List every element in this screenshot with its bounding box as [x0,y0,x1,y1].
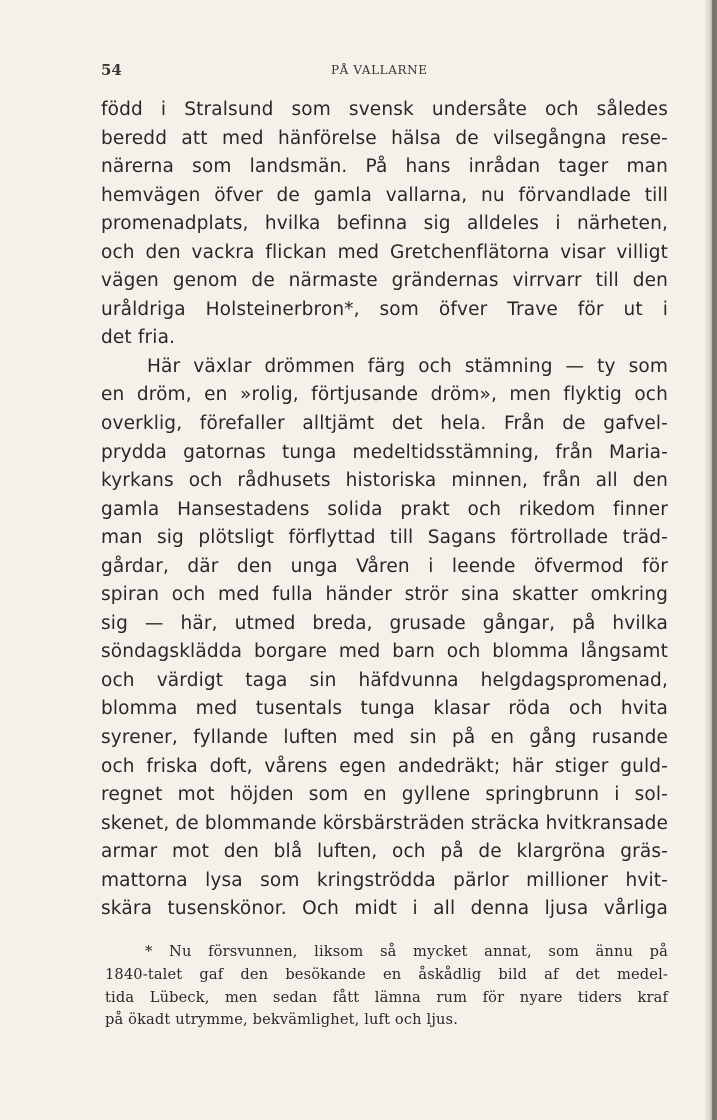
text-line: blomma med tusentals tunga klasar röda och hvita [101,698,668,720]
text-line: armar mot den blå luften, och på de klargröna gräs- [101,841,668,863]
text-line: syrener, fyllande luften med sin på en gång rusande [101,727,668,749]
text-line: spiran och med fulla händer strör sina skatter omkring [101,584,668,606]
text-line: närerna som landsmän. På hans inrådan tager man [101,156,668,178]
text-line: skenet, de blommande körsbärsträden sträcka hvitkransade [101,812,668,834]
page-number: 54 [101,61,122,79]
text-line: prydda gatornas tunga medeltidsstämning, från Maria- [101,441,668,463]
footnote-line: * Nu försvunnen, liksom så mycket annat, som ännu på [145,943,668,960]
text-line: gårdar, där den unga Våren i leende öfvermod för [101,555,668,577]
text-line: en dröm, en »rolig, förtjusande dröm», men flyktig och [101,384,668,406]
text-line: man sig plötsligt förflyttad till Sagans förtrollade träd- [101,527,668,549]
text-line: söndagsklädda borgare med barn och blomma långsamt [101,641,668,663]
footnote-line: tida Lübeck, men sedan fått lämna rum för nyare tiders kraf [105,988,668,1006]
text-line: vägen genom de närmaste grändernas virrvarr till den [101,270,668,292]
text-line: gamla Hansestadens solida prakt och rikedom finner [101,498,668,520]
text-line: regnet mot höjden som en gyllene springbrunn i sol- [101,784,668,806]
page-header [101,61,668,81]
text-line: mattorna lysa som kringströdda pärlor millioner hvit- [101,869,668,891]
page-edge-line [712,0,715,1120]
text-line: promenadplats, hvilka befinna sig alldeles i närheten, [101,213,668,235]
text-line: och värdigt taga sin häfdvunna helgdagspromenad, [101,669,668,691]
text-line: kyrkans och rådhusets historiska minnen, från all den [101,470,668,492]
text-line: beredd att med hänförelse hälsa de vilsegångna rese- [101,127,668,149]
text-line: overklig, förefaller alltjämt det hela. Från de gafvel- [101,413,668,435]
page-edge-shadow [705,0,717,1120]
paragraph-end-line: det fria. [101,327,176,349]
text-line: och den vackra flickan med Gretchenflätorna visar villigt [101,241,668,263]
text-line: hemvägen öfver de gamla vallarna, nu förvandlade till [101,184,668,206]
body-text [101,96,668,924]
text-line: och friska doft, vårens egen andedräkt; här stiger guld- [101,755,668,777]
footnote-line: 1840-talet gaf den besökande en åskådlig bild af det medel- [105,965,668,983]
footnote-line: på ökadt utrymme, bekvämlighet, luft och ljus. [105,1011,458,1029]
running-head: PÅ VALLARNE [331,63,428,77]
text-line: sig — här, utmed breda, grusade gångar, på hvilka [101,612,668,634]
text-line: skära tusenskönor. Och midt i all denna ljusa vårliga [101,898,668,920]
paragraph-start-line: Här växlar drömmen färg och stämning — ty som [147,355,668,377]
text-line: uråldriga Holsteinerbron*, som öfver Trave för ut i [101,298,668,320]
text-line: född i Stralsund som svensk undersåte och således [101,99,668,120]
footnote [105,941,668,1032]
